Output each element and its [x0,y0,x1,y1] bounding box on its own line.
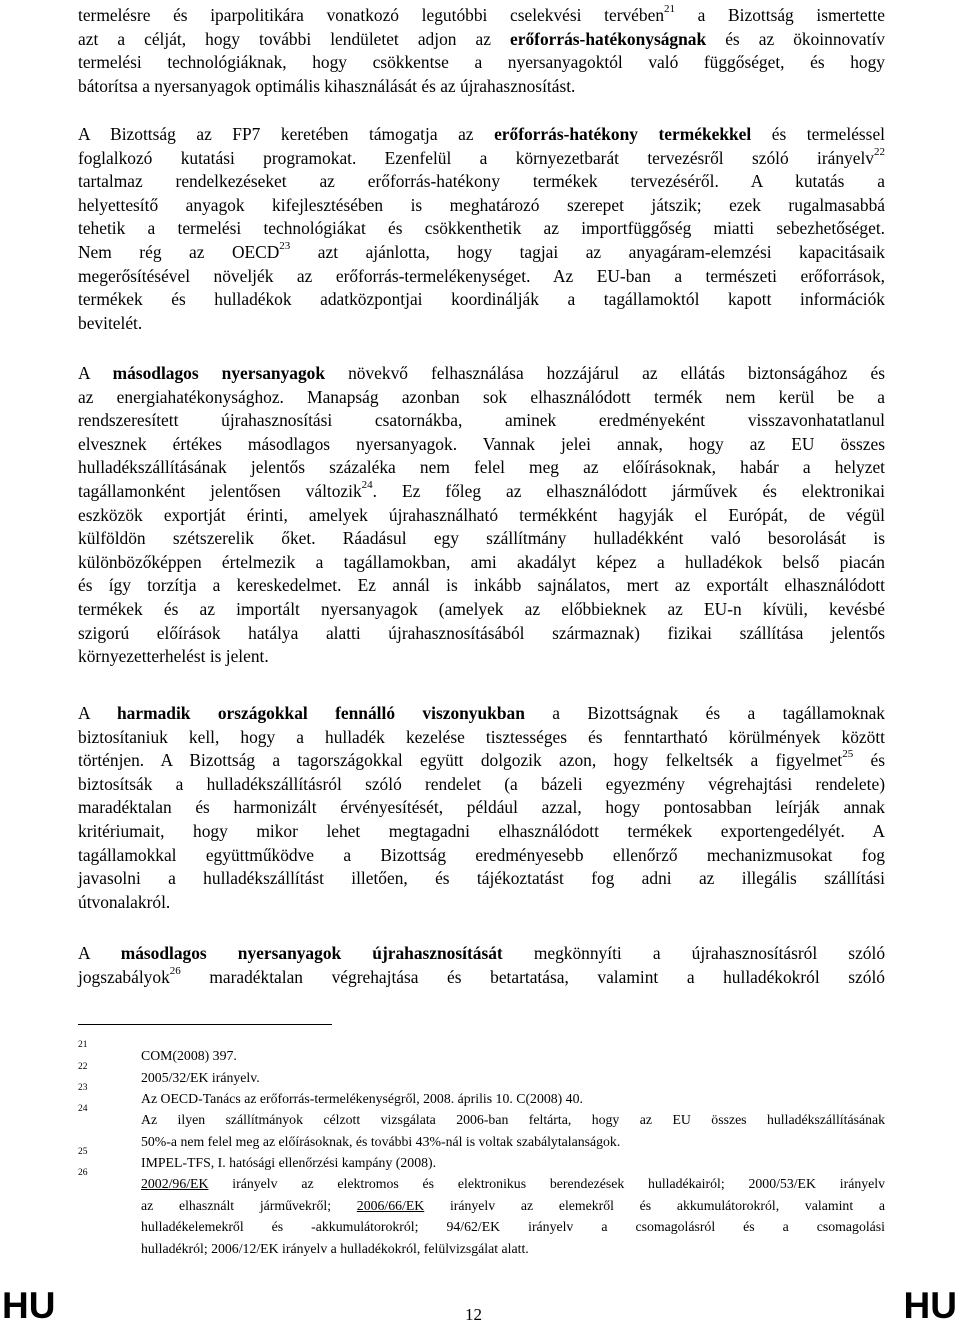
footnote-number: 22 [78,1062,88,1072]
footnote-text: 50%-a nem felel meg az előírásoknak, és további 43%-nál is voltak szabálytalanságok. [141,1133,621,1149]
text-line: rendszeresített újrahasznosítási csatornákba, aminek eredményeként visszavonhatatlanul [78,410,885,431]
footnote-ref-25[interactable]: 25 [842,748,854,761]
text-line: és így torzítja a kereskedelmet. Ez annál is inkább sajnálatos, mert az exportált elhasználódott [78,575,885,596]
footnote-text: COM(2008) 397. [141,1048,237,1063]
footnote-text: Az OECD-Tanács az erőforrás-termelékenységről, 2008. április 10. C(2008) 40. [141,1091,583,1106]
paragraph-secondary-raw-materials [78,362,885,669]
text-line: bátorítsa a nyersanyagok optimális kihasználását és az újrahasznosítást. [78,75,576,96]
text-line: A harmadik országokkal fennálló viszonyukban a Bizottságnak és a tagállamoknak [78,703,885,723]
text-line: az energiahatékonysághoz. Manapság azonban sok elhasználódott termék nem kerül be a [78,386,885,407]
footnote-text: 2002/96/EK irányelv az elektromos és elektronikus berendezések hulladékairól; 2000/53/EK irányelv [141,1176,885,1191]
bold-term: másodlagos nyersanyagok újrahasznosítását [120,943,503,963]
text-line: környezetterhelést is jelent. [78,646,269,667]
footnote-ref-22[interactable]: 22 [874,145,885,158]
bold-term: harmadik országokkal fennálló viszonyukban [117,703,525,723]
text-line: azt a célját, hogy további lendületet adjon az erőforrás-hatékonyságnak és az ökoinnovatív [78,28,886,49]
text-line: útvonalakról. [78,891,171,912]
directive-link[interactable]: 2002/96/EK [141,1176,209,1191]
paragraph-third-countries [78,702,885,914]
footnote-number: 23 [78,1083,88,1093]
bold-term: másodlagos nyersanyagok [112,363,326,383]
text-line: jogszabályok$^{26}$ maradéktalan végrehajtása és betartatása, valamint a hulladékokról szóló [78,964,885,987]
text-line: A másodlagos nyersanyagok újrahasznosítását megkönnyíti a újrahasznosításról szóló [78,943,886,963]
text-line: termékek és hulladékok adatközpontjai koordinálják a tagállamoktól kapott információk [78,289,885,310]
text-line: szigorú előírások hatálya alatti újrahasznosításából származnak) fizikai szállítása jelentős [78,622,885,643]
text-line: megerősítésével növeljék az erőforrás-termelékenységet. Az EU-ban a természeti erőforrások, [78,265,885,286]
text-line: történjen. A Bizottság a tagországokkal együtt dolgozik azon, hogy felkeltsék a figyelmet$^{25}$ és [78,748,885,771]
text-line: termékek és az importált nyersanyagok (amelyek az előbbieknek az EU-n kívüli, kevésbé [78,598,885,619]
footnote-ref-26[interactable]: 26 [169,964,181,977]
footnote-text: hulladékelemekről és -akkumulátorokról; 94/62/EK irányelv a csomagolásról és a csomagolási [141,1219,885,1234]
text-line: tagállamonként jelentősen változik$^{24}$. Ez főleg az elhasználódott járművek és elektronikai [78,479,885,501]
footnote-text: az elhasznált járművekről; 2006/66/EK irányelv az elemekről és akkumulátorokról, valamint a [141,1197,885,1213]
footnote-text: IMPEL-TFS, I. hatósági ellenőrzési kampány (2008). [141,1155,437,1170]
text-line: tartalmaz rendelkezéseket az erőforrás-hatékony termékek tervezéséről. A kutatás a [78,171,885,192]
footnote-ref-23[interactable]: 23 [279,240,291,253]
footnote-ref-24[interactable]: 24 [361,479,373,492]
directive-link[interactable]: 2006/66/EK [356,1197,425,1213]
paragraph-recycling [78,942,885,989]
bold-term: erőforrás-hatékony termékekkel [494,124,752,144]
text-line: helyettesítő anyagok kifejlesztésében is meghatározó szerepet játszik; ezek rugalmasabbá [78,194,885,215]
footnote-ref-21[interactable]: 21 [664,3,676,16]
footnote-number: 25 [78,1147,88,1157]
text-line: Nem rég az OECD$^{23}$ azt ajánlotta, hogy tagjai az anyagáram-elemzési kapacitásaik [78,240,885,262]
footnote-number: 21 [78,1040,88,1050]
text-line: bevitelét. [78,312,143,333]
text-line: termelési technológiáknak, hogy csökkentse a nyersanyagoktól való függőséget, és hogy [78,52,885,73]
footnote-text: hulladékról; 2006/12/EK irányelv a hulladékokról, felülvizsgálat alatt. [141,1240,529,1256]
footnote-text: Az ilyen szállítmányok célzott vizsgálata 2006-ban feltárta, hogy az EU összes hulladékszállításának [141,1112,885,1127]
text-line: foglalkozó kutatási programokat. Ezenfelül a környezetbarát tervezésről szóló irányelv$^{22}$ [78,145,885,168]
text-line: biztosítaniuk kell, hogy a hulladék kezelése tisztességes és fenntartható körülmények között [78,726,885,747]
footnote-text: 2005/32/EK irányelv. [141,1070,260,1085]
text-line: A Bizottság az FP7 keretében támogatja az erőforrás-hatékony termékekkel és termeléssel [78,124,885,144]
text-line: A másodlagos nyersanyagok növekvő felhasználása hozzájárul az ellátás biztonságához és [78,363,885,383]
text-line: elvesznek értékes másodlagos nyersanyagok. Vannak jelei annak, hogy az EU összes [78,433,885,454]
text-line: kritériumait, hogy mikor lehet megtagadni elhasználódott termékek exportengedélyét. A [78,820,885,841]
bold-term: erőforrás-hatékonyságnak [510,28,707,49]
text-line: eszközök exportját érinti, amelyek újrahasználható termékként hagyják el Európát, de végül [78,504,885,525]
footnote-number: 26 [78,1168,88,1178]
text-line: tehetik a termelési technológiákat és csökkenthetik az importfüggőség miatti sebezhetőséget. [78,218,885,239]
text-line: javasolni a hulladékszállítást illetően, és tájékoztatást fog adni az illegális szállítási [78,868,885,889]
footer-language-code-left: HU [2,1285,56,1326]
text-line: maradéktalan és harmonizált érvényesítését, például azzal, hogy pontosabban leírják annak [78,797,885,818]
text-line: külföldön szétszerelik őket. Ráadásul egy szállítmány hulladékként való besorolását is [78,528,885,549]
footer-language-code-right: HU [903,1285,957,1326]
footnote-number: 24 [78,1104,88,1114]
page-number: 12 [465,1305,482,1324]
paragraph-industrial-policy [78,4,885,98]
text-line: különbözőképpen értelmezik a tagállamokban, ami akadályt képez a hulladékok belső piacán [78,551,885,572]
paragraph-fp7 [78,123,885,335]
text-line: hulladékszállításának jelentős százaléka nem felel meg az előírásoknak, habár a helyzet [78,457,885,478]
text-line: tagállamokkal együttműködve a Bizottság eredményesebb ellenőrző mechanizmusokat fog [78,844,885,865]
text-line: biztosítsák a hulladékszállításról szóló rendelet (a bázeli egyezmény végrehajtási rendelete) [78,773,885,794]
footnote-separator [78,1024,332,1025]
text-line: termelésre és iparpolitikára vonatkozó legutóbbi cselekvési tervében$^{21}$ a Bizottság ismertette [78,3,885,25]
